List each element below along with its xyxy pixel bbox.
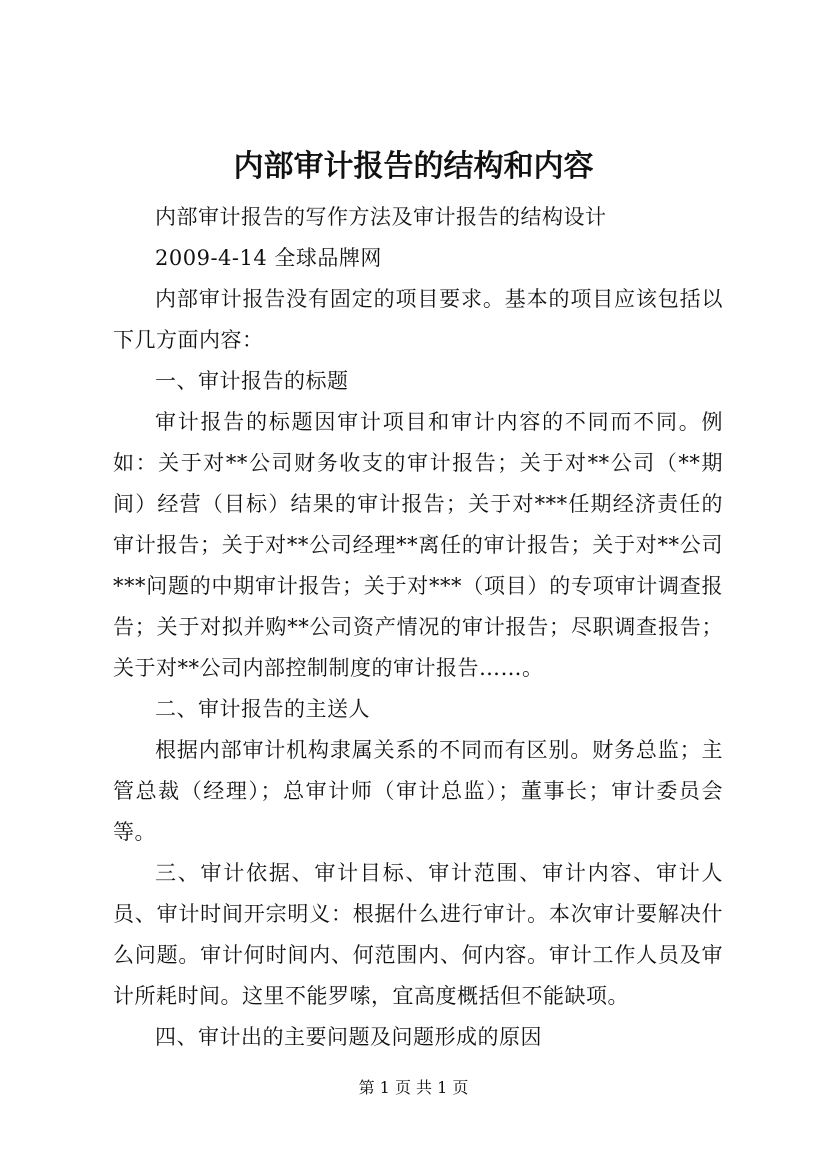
paragraph-recipient: 根据内部审计机构隶属关系的不同而有区别。财务总监；主管总裁（经理）；总审计师（审计总监）；董事长；审计委员会等。	[113, 738, 723, 844]
section-heading-issues: 四、审计出的主要问题及问题形成的原因	[155, 1025, 542, 1049]
page-footer: 第 1 页 共 1 页	[358, 1078, 469, 1097]
paragraph-title-examples: 审计报告的标题因审计项目和审计内容的不同而不同。例如：关于对**公司财务收支的审计报告；关于对**公司（**期间）经营（目标）结果的审计报告；关于对***任期经济责任的审计报告；关于对**公司经理**离任的审计报告；关于对**公司***问题的中期审计报告；关于对***（项目）的专项审计调查报告；关于对拟并购**公司资产情况的审计报告；尽职调查报告；关于对**公司内部控制制度的审计报告……。	[113, 410, 723, 680]
document-body	[113, 197, 723, 1058]
document-title: 内部审计报告的结构和内容	[233, 149, 594, 184]
section-heading-title: 一、审计报告的标题	[155, 369, 349, 393]
paragraph-subtitle: 内部审计报告的写作方法及审计报告的结构设计	[155, 205, 607, 229]
section-heading-recipient: 二、审计报告的主送人	[155, 697, 370, 721]
paragraph-date-source: 2009-4-14 全球品牌网	[155, 246, 382, 270]
paragraph-intro: 内部审计报告没有固定的项目要求。基本的项目应该包括以下几方面内容：	[113, 287, 723, 352]
paragraph-basis-scope: 三、审计依据、审计目标、审计范围、审计内容、审计人员、审计时间开宗明义：根据什么进行审计。本次审计要解决什么问题。审计何时间内、何范围内、何内容。审计工作人员及审计所耗时间。这里不能罗嗦，宜高度概括但不能缺项。	[113, 861, 723, 1008]
